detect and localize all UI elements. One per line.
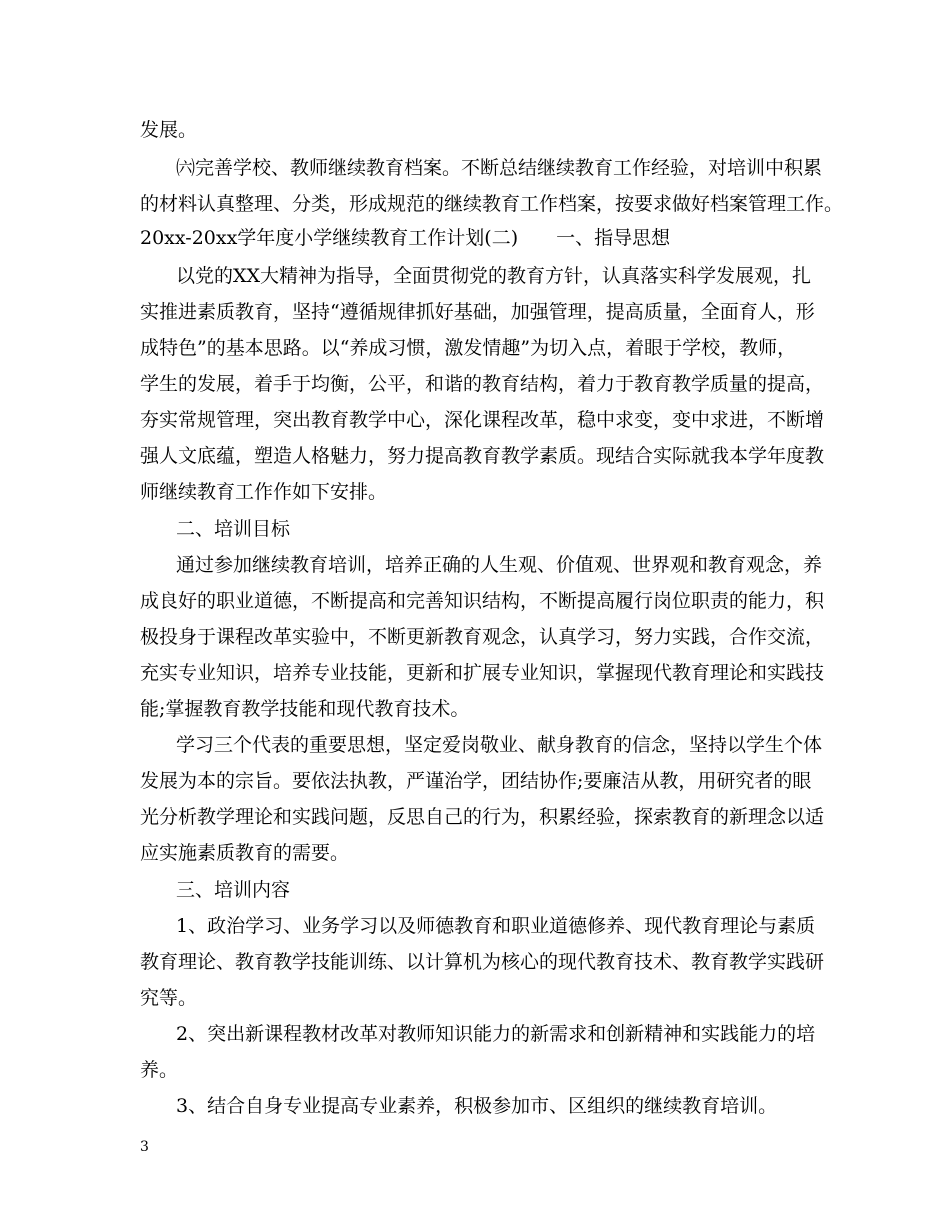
- content-item-2: 2、突出新课程教材改革对教师知识能力的新需求和创新精神和实践能力的培: [176, 1023, 816, 1045]
- text-line: 究等。: [140, 987, 198, 1009]
- text-line: 极投身于课程改革实验中，不断更新教育观念，认真学习，努力实践，合作交流，: [140, 626, 825, 648]
- paragraph-guiding-thought: 以党的XX大精神为指导，全面贯彻党的教育方针，认真落实科学发展观，扎: [176, 265, 812, 287]
- text-line-continuation: 发展。: [140, 119, 198, 141]
- section-heading-training-content: 三、培训内容: [176, 879, 291, 901]
- text-line: 养。: [140, 1059, 179, 1081]
- paragraph-training-goals: 通过参加继续教育培训，培养正确的人生观、价值观、世界观和教育观念，养: [176, 554, 823, 576]
- content-item-1: 1、政治学习、业务学习以及师德教育和职业道德修养、现代教育理论与素质: [176, 915, 816, 937]
- text-line: 能;掌握教育教学技能和现代教育技术。: [140, 698, 470, 720]
- text-line: 学生的发展，着手于均衡，公平，和谐的教育结构，着力于教育教学质量的提高，: [140, 373, 825, 395]
- text-line: 发展为本的宗旨。要依法执教，严谨治学，团结协作;要廉洁从教，用研究者的眼: [140, 770, 812, 792]
- section-heading-training-goals: 二、培训目标: [176, 518, 291, 540]
- text-line: 光分析教学理论和实践问题，反思自己的行为，积累经验，探索教育的新理念以适: [140, 806, 825, 828]
- text-line: 实推进素质教育，坚持“遵循规律抓好基础，加强管理，提高质量，全面育人，形: [140, 301, 815, 323]
- text-line: 充实专业知识，培养专业技能，更新和扩展专业知识，掌握现代教育理论和实践技: [140, 662, 825, 684]
- text-line: 教育理论、教育教学技能训练、以计算机为核心的现代教育技术、教育教学实践研: [140, 951, 825, 973]
- paragraph-three-represents: 学习三个代表的重要思想，坚定爱岗敬业、献身教育的信念，坚持以学生个体: [176, 734, 823, 756]
- text-line: 的材料认真整理、分类，形成规范的继续教育工作档案，按要求做好档案管理工作。: [140, 193, 844, 215]
- text-line: 应实施素质教育的需要。: [140, 842, 350, 864]
- text-line: 成良好的职业道德，不断提高和完善知识结构，不断提高履行岗位职责的能力，积: [140, 590, 825, 612]
- plan-title-line: 20xx-20xx学年度小学继续教育工作计划(二) 一、指导思想: [140, 227, 671, 249]
- text-line: 强人文底蕴，塑造人格魅力，努力提高教育教学素质。现结合实际就我本学年度教: [140, 445, 825, 467]
- content-item-3: 3、结合自身专业提高专业素养，积极参加市、区组织的继续教育培训。: [176, 1095, 778, 1117]
- text-line: 夯实常规管理，突出教育教学中心，深化课程改革，稳中求变，变中求进，不断增: [140, 409, 825, 431]
- text-line-archive-item: ㈥完善学校、教师继续教育档案。不断总结继续教育工作经验，对培训中积累: [176, 157, 823, 179]
- text-line: 成特色”的基本思路。以“养成习惯，激发情趣”为切入点，着眼于学校，教师，: [140, 337, 797, 359]
- page-number: 3: [140, 1139, 149, 1155]
- text-line: 师继续教育工作作如下安排。: [140, 481, 388, 503]
